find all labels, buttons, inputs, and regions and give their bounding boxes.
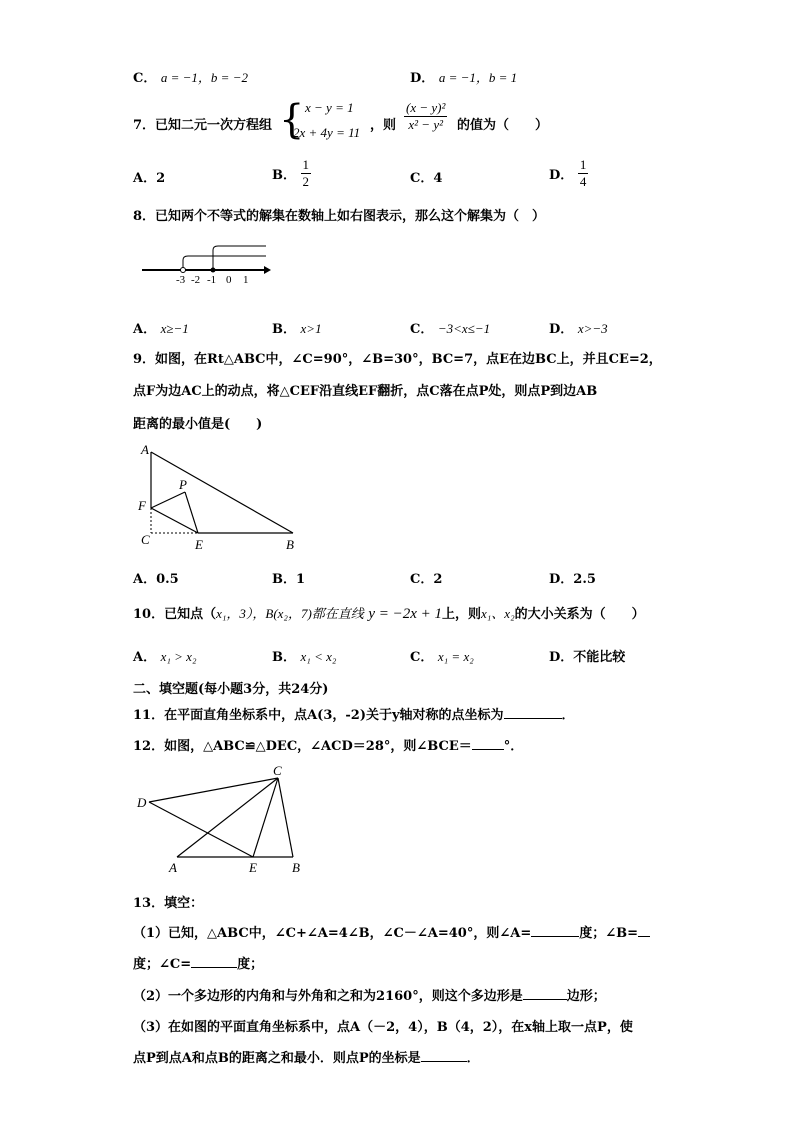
q7-brace: { (279, 97, 305, 143)
closed-dot-minus-1 (211, 268, 216, 273)
q9-option-b: B．1 (272, 572, 306, 587)
edge-CA (177, 778, 278, 857)
q7-option-b: B． $\frac{1}{2}$ (272, 157, 310, 189)
q7-frac-num: (x − y)² (406, 100, 446, 115)
q10-option-a: A． x₁ > x₂ (133, 649, 197, 665)
q13-part3-cont: 点P到点A和点B的距离之和最小．则点P的坐标是 ． (133, 1047, 480, 1066)
number-line-arrow-icon (264, 266, 271, 274)
label-A: A (169, 860, 177, 875)
q12-triangle-figure (133, 760, 313, 878)
label-E: E (195, 537, 203, 552)
q13-polygon-blank[interactable] (523, 986, 567, 1000)
q9-line1: 9．如图，在Rt△ABC中，∠C=90°，∠B=30°，BC=7，点E在边BC上，并且CE=2， (133, 352, 662, 367)
label-P: P (179, 477, 187, 492)
q9-triangle-figure (133, 440, 308, 555)
q7-frac-den: x² − y² (408, 117, 443, 132)
q11-answer-blank[interactable] (504, 705, 562, 719)
q7-fraction (404, 100, 447, 133)
q12-question: 12．如图，△ABC≌△DEC，∠ACD＝28°，则∠BCE＝ °． (133, 735, 523, 754)
edge-CE (253, 778, 278, 857)
label-C: C (273, 763, 282, 778)
q7-option-a: A．2 (133, 171, 166, 186)
open-dot-minus-3 (181, 268, 186, 273)
q8-option-c: C． −3<x≤−1 (410, 321, 491, 337)
solution-range-right (213, 246, 266, 270)
q9-line3: 距离的最小值是( ) (133, 417, 263, 432)
label-B: B (292, 860, 300, 875)
q7-suffix: 的值为（ ） (457, 118, 549, 133)
q13-angle-b-blank[interactable] (638, 923, 650, 937)
q8-option-b: B． x>1 (272, 321, 322, 337)
q8-number-line-figure (138, 240, 273, 290)
q13-part1: （1）已知，△ABC中，∠C+∠A=4∠B，∠C－∠A=40°，则∠A= 度；∠B= (133, 922, 650, 941)
edge-AB (151, 452, 293, 533)
q10-option-d: D．不能比较 (549, 650, 626, 665)
edge-CB (278, 778, 293, 857)
q6-option-c: C． a = −1，b = −2 (133, 70, 248, 86)
q7-option-c: C．4 (410, 171, 443, 186)
q6-option-d-math: a = −1，b = 1 (438, 70, 518, 85)
q8-option-d: D． x>−3 (549, 321, 608, 337)
q8-question: 8．已知两个不等式的解集在数轴上如右图表示，那么这个解集为（ ） (133, 209, 546, 224)
tick-label: -3 (176, 274, 186, 286)
q8-option-a: A． x≥−1 (133, 321, 189, 337)
q9-option-c: C．2 (410, 572, 443, 587)
label-B: B (286, 537, 294, 552)
q11-question: 11．在平面直角坐标系中，点A(3，-2)关于y轴对称的点坐标为 ． (133, 704, 575, 723)
q10-question: 10．已知点（x₁，3），B(x₂，7)都在直线 y = −2x + 1上，则x₁、x₂的大小关系为（ ） (133, 606, 645, 622)
q12-answer-blank[interactable] (472, 736, 504, 750)
label-C: C (141, 532, 150, 547)
q6-option-d: D． a = −1，b = 1 (410, 70, 518, 86)
q10-option-b: B． x₁ < x₂ (272, 649, 337, 665)
label-E: E (249, 860, 257, 875)
label-D: D (137, 795, 147, 810)
solution-range-left (183, 256, 266, 270)
q13-angle-a-blank[interactable] (531, 923, 579, 937)
q6-option-c-math: a = −1，b = −2 (160, 70, 248, 85)
q9-line2: 点F为边AC上的动点，将△CEF沿直线EF翻折，点C落在点P处，则点P到边AB (133, 384, 598, 399)
label-F: F (138, 498, 146, 513)
q7-eq1: x − y = 1 (305, 100, 354, 115)
section-title: 二、填空题(每小题3分，共24分) (133, 682, 329, 697)
q9-option-a: A．0.5 (133, 572, 179, 587)
q13-point-p-blank[interactable] (421, 1048, 467, 1062)
q7-eq2: 2x + 4y = 11 (293, 125, 361, 140)
label-A: A (141, 442, 149, 457)
tick-label: 0 (226, 274, 232, 286)
q13-title: 13．填空： (133, 896, 204, 911)
tick-label: -1 (207, 274, 217, 286)
q10-line-equation: y = −2x + 1 (368, 606, 442, 622)
q9-option-d: D．2.5 (549, 572, 596, 587)
tick-label: 1 (243, 274, 249, 286)
edge-FP (151, 492, 185, 508)
q13-part1-cont: 度；∠C= 度； (133, 953, 263, 972)
q7-prefix: 7．已知二元一次方程组 (133, 118, 273, 133)
edge-CD (149, 778, 278, 802)
q13-part3: （3）在如图的平面直角坐标系中，点A（－2，4），B（4，2），在x轴上取一点P，使 (133, 1020, 633, 1035)
q7-mid: ，则 (370, 118, 397, 133)
q13-part2: （2）一个多边形的内角和与外角和之和为2160°，则这个多边形是 边形； (133, 985, 606, 1004)
q13-angle-c-blank[interactable] (191, 954, 237, 968)
q7-option-d: D． $\frac{1}{4}$ (549, 157, 587, 189)
tick-label: -2 (191, 274, 201, 286)
q10-option-c: C． x₁ = x₂ (410, 649, 474, 665)
